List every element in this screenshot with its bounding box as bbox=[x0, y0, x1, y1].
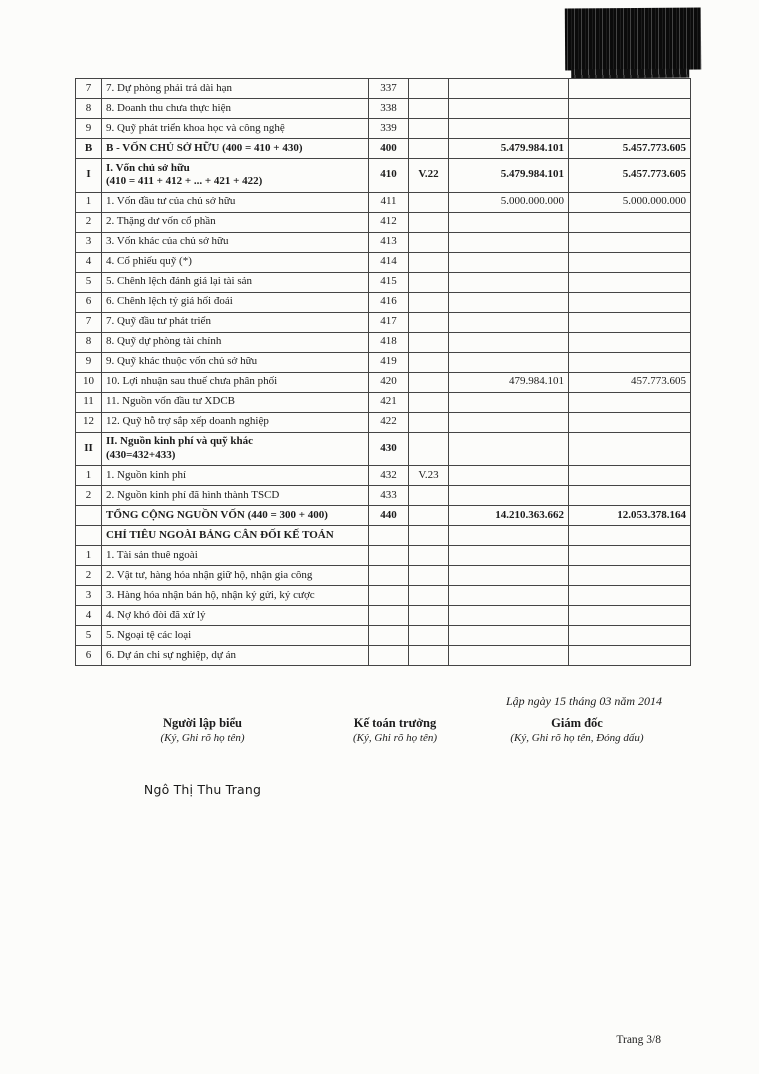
table-row bbox=[76, 606, 691, 626]
table-row bbox=[76, 586, 691, 606]
row-note bbox=[409, 192, 449, 212]
row-end-year-value: 5.000.000.000 bbox=[449, 192, 569, 212]
table-row bbox=[76, 546, 691, 566]
row-label: 3. Hàng hóa nhận bán hộ, nhận ký gửi, ký cược bbox=[102, 586, 369, 606]
row-stt bbox=[76, 526, 102, 546]
row-begin-year-value bbox=[569, 486, 691, 506]
row-begin-year-value: 5.000.000.000 bbox=[569, 192, 691, 212]
row-label: 1. Tài sản thuê ngoài bbox=[102, 546, 369, 566]
row-stt: 10 bbox=[76, 372, 102, 392]
table-row bbox=[76, 232, 691, 252]
row-code: 430 bbox=[369, 432, 409, 466]
row-label: 1. Vốn đầu tư của chủ sở hữu bbox=[102, 192, 369, 212]
row-stt: 6 bbox=[76, 292, 102, 312]
row-stt: 1 bbox=[76, 546, 102, 566]
table-row bbox=[76, 646, 691, 666]
row-end-year-value: 5.479.984.101 bbox=[449, 159, 569, 193]
row-stt: I bbox=[76, 159, 102, 193]
row-code: 417 bbox=[369, 312, 409, 332]
row-code bbox=[369, 566, 409, 586]
row-label: 3. Vốn khác của chủ sở hữu bbox=[102, 232, 369, 252]
row-end-year-value bbox=[449, 586, 569, 606]
page-number: Trang 3/8 bbox=[616, 1034, 661, 1046]
table-row bbox=[76, 432, 691, 466]
table-row bbox=[76, 99, 691, 119]
row-end-year-value bbox=[449, 99, 569, 119]
row-end-year-value bbox=[449, 412, 569, 432]
row-begin-year-value: 12.053.378.164 bbox=[569, 506, 691, 526]
row-note bbox=[409, 232, 449, 252]
row-note bbox=[409, 372, 449, 392]
row-code: 440 bbox=[369, 506, 409, 526]
row-label: 5. Ngoại tệ các loại bbox=[102, 626, 369, 646]
row-stt bbox=[76, 506, 102, 526]
row-stt: 3 bbox=[76, 232, 102, 252]
row-note bbox=[409, 252, 449, 272]
row-stt: 5 bbox=[76, 272, 102, 292]
row-note bbox=[409, 332, 449, 352]
row-end-year-value bbox=[449, 212, 569, 232]
row-label: 2. Thặng dư vốn cổ phần bbox=[102, 212, 369, 232]
row-note bbox=[409, 606, 449, 626]
table-row bbox=[76, 412, 691, 432]
row-note bbox=[409, 506, 449, 526]
row-begin-year-value bbox=[569, 432, 691, 466]
row-stt: 1 bbox=[76, 192, 102, 212]
row-label: 2. Nguồn kinh phí đã hình thành TSCD bbox=[102, 486, 369, 506]
row-label: 1. Nguồn kinh phí bbox=[102, 466, 369, 486]
row-begin-year-value bbox=[569, 526, 691, 546]
row-begin-year-value: 5.457.773.605 bbox=[569, 159, 691, 193]
table-row bbox=[76, 212, 691, 232]
row-note: V.22 bbox=[409, 159, 449, 193]
row-end-year-value bbox=[449, 332, 569, 352]
row-end-year-value bbox=[449, 432, 569, 466]
row-label: 9. Quỹ phát triển khoa học và công nghệ bbox=[102, 119, 369, 139]
row-stt: 4 bbox=[76, 252, 102, 272]
row-begin-year-value bbox=[569, 272, 691, 292]
row-code: 418 bbox=[369, 332, 409, 352]
row-end-year-value: 5.479.984.101 bbox=[449, 139, 569, 159]
signature-title: Người lập biểu bbox=[162, 716, 243, 730]
row-note bbox=[409, 119, 449, 139]
table-row bbox=[76, 506, 691, 526]
row-stt: II bbox=[76, 432, 102, 466]
row-stt: 9 bbox=[76, 352, 102, 372]
row-code: 416 bbox=[369, 292, 409, 312]
row-begin-year-value bbox=[569, 646, 691, 666]
row-code: 420 bbox=[369, 372, 409, 392]
row-label: B - VỐN CHỦ SỞ HỮU (400 = 410 + 430) bbox=[102, 139, 369, 159]
row-label: 5. Chênh lệch đánh giá lại tài sản bbox=[102, 272, 369, 292]
row-stt: 11 bbox=[76, 392, 102, 412]
row-label: 12. Quỹ hỗ trợ sắp xếp doanh nghiệp bbox=[102, 412, 369, 432]
row-begin-year-value bbox=[569, 212, 691, 232]
table-row bbox=[76, 119, 691, 139]
row-begin-year-value bbox=[569, 99, 691, 119]
row-begin-year-value bbox=[569, 292, 691, 312]
row-stt: 6 bbox=[76, 646, 102, 666]
row-stt: 9 bbox=[76, 119, 102, 139]
row-label: 10. Lợi nhuận sau thuế chưa phân phối bbox=[102, 372, 369, 392]
row-stt: 7 bbox=[76, 79, 102, 99]
row-end-year-value bbox=[449, 606, 569, 626]
table-row bbox=[76, 252, 691, 272]
signature-subtitle: (Ký, Ghi rõ họ tên, Đóng dấu) bbox=[510, 732, 644, 744]
signature-block-chief-accountant bbox=[315, 716, 475, 782]
row-code: 422 bbox=[369, 412, 409, 432]
signature-subtitle: (Ký, Ghi rõ họ tên) bbox=[352, 732, 437, 744]
row-note bbox=[409, 99, 449, 119]
row-begin-year-value bbox=[569, 566, 691, 586]
row-end-year-value bbox=[449, 119, 569, 139]
row-begin-year-value bbox=[569, 232, 691, 252]
row-begin-year-value bbox=[569, 412, 691, 432]
row-note bbox=[409, 526, 449, 546]
row-end-year-value bbox=[449, 626, 569, 646]
row-end-year-value bbox=[449, 546, 569, 566]
row-label: 7. Dự phòng phải trả dài hạn bbox=[102, 79, 369, 99]
row-end-year-value: 479.984.101 bbox=[449, 372, 569, 392]
row-begin-year-value bbox=[569, 626, 691, 646]
row-note bbox=[409, 312, 449, 332]
row-end-year-value bbox=[449, 486, 569, 506]
row-note bbox=[409, 546, 449, 566]
row-end-year-value bbox=[449, 646, 569, 666]
row-stt: 5 bbox=[76, 626, 102, 646]
row-begin-year-value bbox=[569, 332, 691, 352]
row-stt: 2 bbox=[76, 486, 102, 506]
row-end-year-value bbox=[449, 526, 569, 546]
row-label: 9. Quỹ khác thuộc vốn chủ sở hữu bbox=[102, 352, 369, 372]
balance-sheet-table bbox=[75, 78, 691, 666]
barcode-scan-artifact bbox=[565, 8, 701, 71]
row-begin-year-value bbox=[569, 466, 691, 486]
row-note bbox=[409, 272, 449, 292]
row-note bbox=[409, 586, 449, 606]
row-code: 400 bbox=[369, 139, 409, 159]
row-note bbox=[409, 352, 449, 372]
signature-title: Giám đốc bbox=[551, 716, 603, 730]
row-note: V.23 bbox=[409, 466, 449, 486]
row-end-year-value bbox=[449, 566, 569, 586]
row-label: II. Nguồn kinh phí và quỹ khác (430=432+433) bbox=[102, 432, 369, 466]
row-begin-year-value bbox=[569, 252, 691, 272]
row-code: 337 bbox=[369, 79, 409, 99]
row-stt: 1 bbox=[76, 466, 102, 486]
row-code: 421 bbox=[369, 392, 409, 412]
row-end-year-value bbox=[449, 312, 569, 332]
row-label: 7. Quỹ đầu tư phát triển bbox=[102, 312, 369, 332]
row-stt: B bbox=[76, 139, 102, 159]
row-begin-year-value bbox=[569, 79, 691, 99]
row-begin-year-value bbox=[569, 586, 691, 606]
row-begin-year-value bbox=[569, 546, 691, 566]
table-row bbox=[76, 626, 691, 646]
row-begin-year-value bbox=[569, 352, 691, 372]
row-end-year-value bbox=[449, 466, 569, 486]
row-note bbox=[409, 79, 449, 99]
table-row bbox=[76, 139, 691, 159]
row-begin-year-value bbox=[569, 312, 691, 332]
row-begin-year-value bbox=[569, 392, 691, 412]
row-code bbox=[369, 606, 409, 626]
row-stt: 2 bbox=[76, 212, 102, 232]
row-note bbox=[409, 646, 449, 666]
row-label: 6. Chênh lệch tỷ giá hối đoái bbox=[102, 292, 369, 312]
table-row bbox=[76, 312, 691, 332]
row-note bbox=[409, 212, 449, 232]
row-label: 2. Vật tư, hàng hóa nhận giữ hộ, nhận gia công bbox=[102, 566, 369, 586]
signature-subtitle: (Ký, Ghi rõ họ tên) bbox=[160, 732, 245, 744]
table-row bbox=[76, 566, 691, 586]
table-row bbox=[76, 159, 691, 193]
row-code: 339 bbox=[369, 119, 409, 139]
row-label: I. Vốn chủ sở hữu (410 = 411 + 412 + ... + 421 + 422) bbox=[102, 159, 369, 193]
row-code: 415 bbox=[369, 272, 409, 292]
row-stt: 4 bbox=[76, 606, 102, 626]
row-code: 338 bbox=[369, 99, 409, 119]
row-end-year-value bbox=[449, 292, 569, 312]
row-code bbox=[369, 646, 409, 666]
row-code: 433 bbox=[369, 486, 409, 506]
row-code: 410 bbox=[369, 159, 409, 193]
row-code bbox=[369, 586, 409, 606]
row-note bbox=[409, 486, 449, 506]
row-note bbox=[409, 392, 449, 412]
row-stt: 8 bbox=[76, 332, 102, 352]
table-row bbox=[76, 352, 691, 372]
table-row bbox=[76, 192, 691, 212]
row-code bbox=[369, 626, 409, 646]
signature-block-preparer bbox=[120, 716, 285, 797]
row-note bbox=[409, 139, 449, 159]
table-row bbox=[76, 372, 691, 392]
row-code bbox=[369, 526, 409, 546]
table-row bbox=[76, 272, 691, 292]
row-note bbox=[409, 292, 449, 312]
row-label: 4. Cổ phiếu quỹ (*) bbox=[102, 252, 369, 272]
row-end-year-value bbox=[449, 232, 569, 252]
row-code: 419 bbox=[369, 352, 409, 372]
row-stt: 2 bbox=[76, 566, 102, 586]
row-note bbox=[409, 566, 449, 586]
row-end-year-value bbox=[449, 79, 569, 99]
row-code: 412 bbox=[369, 212, 409, 232]
signature-title: Kế toán trưởng bbox=[353, 716, 437, 730]
row-stt: 3 bbox=[76, 586, 102, 606]
row-end-year-value bbox=[449, 352, 569, 372]
row-label: 6. Dự án chi sự nghiệp, dự án bbox=[102, 646, 369, 666]
row-label: CHỈ TIÊU NGOÀI BẢNG CÂN ĐỐI KẾ TOÁN bbox=[102, 526, 369, 546]
row-end-year-value bbox=[449, 272, 569, 292]
row-label: 11. Nguồn vốn đầu tư XDCB bbox=[102, 392, 369, 412]
row-stt: 12 bbox=[76, 412, 102, 432]
row-note bbox=[409, 626, 449, 646]
row-stt: 8 bbox=[76, 99, 102, 119]
table-row bbox=[76, 292, 691, 312]
row-code: 414 bbox=[369, 252, 409, 272]
table-row bbox=[76, 392, 691, 412]
row-stt: 7 bbox=[76, 312, 102, 332]
table-row bbox=[76, 486, 691, 506]
table-body bbox=[76, 79, 691, 666]
row-label: TỔNG CỘNG NGUỒN VỐN (440 = 300 + 400) bbox=[102, 506, 369, 526]
row-label: 8. Quỹ dự phòng tài chính bbox=[102, 332, 369, 352]
table-row bbox=[76, 79, 691, 99]
row-code: 411 bbox=[369, 192, 409, 212]
row-begin-year-value: 457.773.605 bbox=[569, 372, 691, 392]
row-end-year-value: 14.210.363.662 bbox=[449, 506, 569, 526]
row-begin-year-value bbox=[569, 119, 691, 139]
row-end-year-value bbox=[449, 392, 569, 412]
row-begin-year-value: 5.457.773.605 bbox=[569, 139, 691, 159]
row-code: 432 bbox=[369, 466, 409, 486]
signature-name: Ngô Thị Thu Trang bbox=[143, 782, 262, 797]
table-row bbox=[76, 466, 691, 486]
table-row bbox=[76, 332, 691, 352]
row-note bbox=[409, 432, 449, 466]
signature-block-director bbox=[482, 716, 672, 782]
row-label: 8. Doanh thu chưa thực hiện bbox=[102, 99, 369, 119]
row-begin-year-value bbox=[569, 606, 691, 626]
date-line: Lập ngày 15 tháng 03 năm 2014 bbox=[506, 694, 662, 708]
row-code bbox=[369, 546, 409, 566]
table-row bbox=[76, 526, 691, 546]
row-end-year-value bbox=[449, 252, 569, 272]
row-label: 4. Nợ khó đòi đã xử lý bbox=[102, 606, 369, 626]
row-code: 413 bbox=[369, 232, 409, 252]
row-note bbox=[409, 412, 449, 432]
